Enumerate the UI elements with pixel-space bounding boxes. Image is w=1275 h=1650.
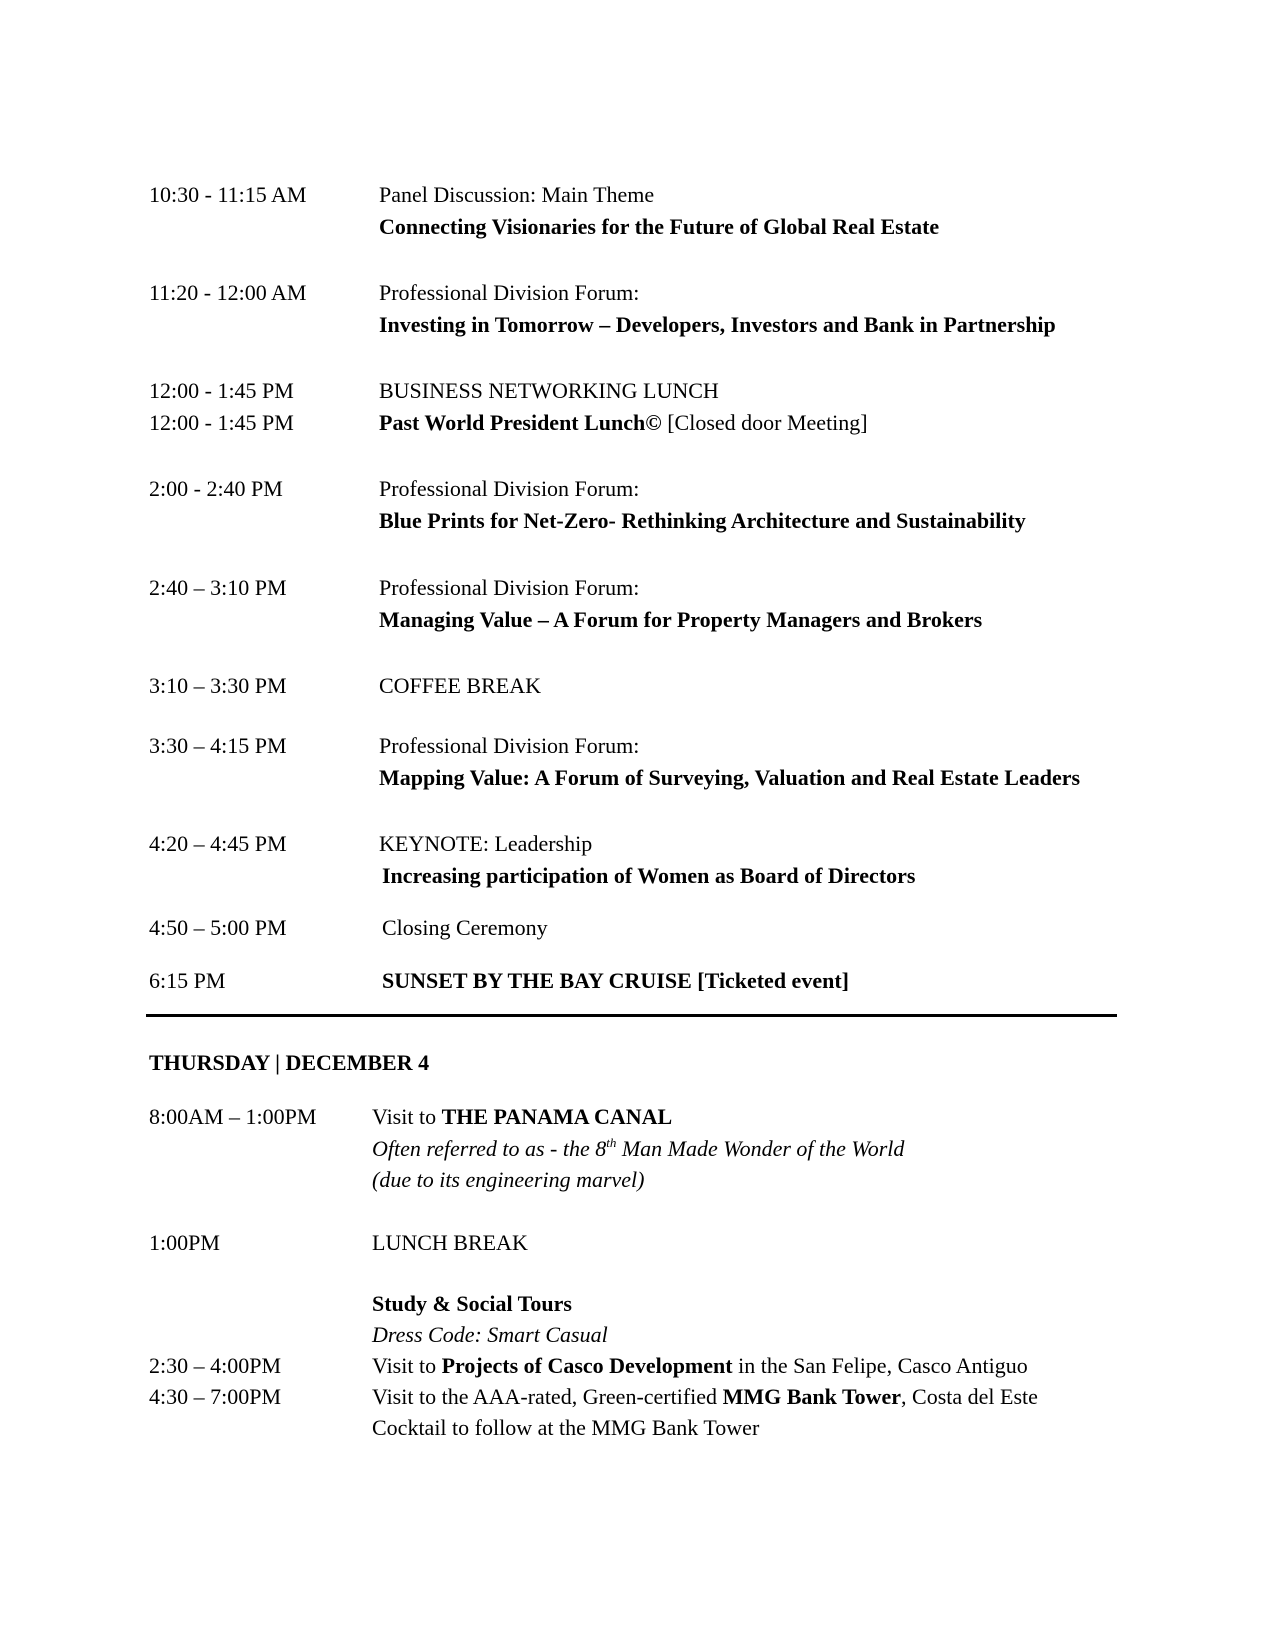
session-type: Professional Division Forum: [379, 280, 640, 305]
note-superscript: th [606, 1135, 617, 1150]
session-time: 1:00PM [149, 1230, 220, 1255]
session-time: 4:50 – 5:00 PM [149, 915, 287, 940]
dress-code: Dress Code: Smart Casual [372, 1322, 608, 1347]
session-time: 2:00 - 2:40 PM [149, 476, 283, 501]
session-type: Professional Division Forum: [379, 476, 640, 501]
session-note: Cocktail to follow at the MMG Bank Tower [372, 1415, 760, 1440]
session-type: Closing Ceremony [382, 915, 548, 940]
session-title-note: [Closed door Meeting] [661, 410, 868, 435]
session-time: 2:40 – 3:10 PM [149, 575, 287, 600]
visit-suffix: in the San Felipe, Casco Antiguo [732, 1353, 1028, 1378]
session-title: Blue Prints for Net-Zero- Rethinking Architecture and Sustainability [379, 508, 1026, 533]
day-heading: THURSDAY | DECEMBER 4 [149, 1050, 430, 1075]
session-time: 6:15 PM [149, 968, 226, 993]
session-title [372, 1103, 672, 1131]
session-note: (due to its engineering marvel) [372, 1167, 645, 1192]
session-title: Connecting Visionaries for the Future of Global Real Estate [379, 214, 940, 239]
session-type: KEYNOTE: Leadership [379, 831, 593, 856]
session-time: 12:00 - 1:45 PM [149, 378, 294, 403]
session-type: Panel Discussion: Main Theme [379, 182, 655, 207]
session-time: 3:10 – 3:30 PM [149, 673, 287, 698]
session-title-bold: Past World President Lunch© [379, 410, 662, 435]
visit-place: THE PANAMA CANAL [441, 1104, 673, 1129]
session-time: 3:30 – 4:15 PM [149, 733, 287, 758]
session-title [372, 1383, 1038, 1411]
session-title: SUNSET BY THE BAY CRUISE [Ticketed event] [382, 968, 849, 993]
visit-prefix: Visit to the AAA-rated, Green-certified [372, 1384, 723, 1409]
session-title: Investing in Tomorrow – Developers, Investors and Bank in Partnership [379, 312, 1056, 337]
session-time: 8:00AM – 1:00PM [149, 1104, 317, 1129]
session-time: 10:30 - 11:15 AM [149, 182, 307, 207]
session-title [379, 409, 868, 437]
visit-prefix: Visit to [372, 1353, 442, 1378]
session-title: Increasing participation of Women as Board of Directors [382, 863, 916, 888]
session-time: 4:30 – 7:00PM [149, 1384, 282, 1409]
session-time: 4:20 – 4:45 PM [149, 831, 287, 856]
section-divider [146, 1014, 1117, 1017]
visit-suffix: , Costa del Este [901, 1384, 1038, 1409]
visit-place: Projects of Casco Development [441, 1353, 733, 1378]
session-title: Mapping Value: A Forum of Surveying, Valuation and Real Estate Leaders [379, 765, 1081, 790]
session-time: 11:20 - 12:00 AM [149, 280, 307, 305]
tours-title: Study & Social Tours [372, 1291, 572, 1316]
note-text: Often referred to as - the 8 [372, 1136, 607, 1161]
session-time: 2:30 – 4:00PM [149, 1353, 282, 1378]
session-type: BUSINESS NETWORKING LUNCH [379, 378, 719, 403]
session-type: Professional Division Forum: [379, 575, 640, 600]
session-type: Professional Division Forum: [379, 733, 640, 758]
session-type: LUNCH BREAK [372, 1230, 528, 1255]
session-title [372, 1352, 1028, 1380]
session-note [372, 1135, 904, 1163]
note-text: Man Made Wonder of the World [616, 1136, 905, 1161]
session-time: 12:00 - 1:45 PM [149, 410, 294, 435]
session-title: Managing Value – A Forum for Property Managers and Brokers [379, 607, 983, 632]
session-type: COFFEE BREAK [379, 673, 541, 698]
visit-place: MMG Bank Tower [722, 1384, 902, 1409]
visit-prefix: Visit to [372, 1104, 442, 1129]
